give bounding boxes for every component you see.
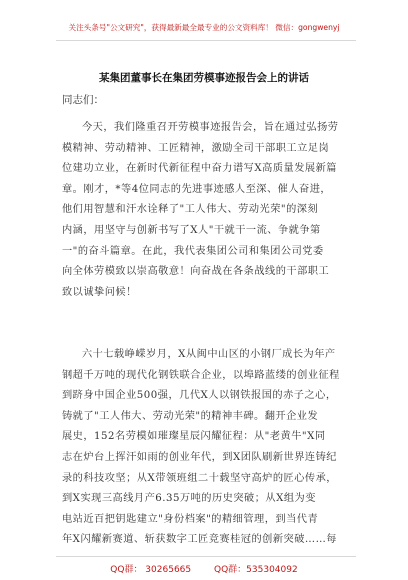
paragraph-line: 模精神、劳动精神、工匠精神，激励全司干部职工立足岗 — [62, 142, 330, 154]
greeting: 同志们： — [62, 94, 104, 106]
paragraph-line: 今天，我们隆重召开劳模事迹报告会，旨在通过弘扬劳 — [82, 122, 339, 133]
paragraph-line: 展史，152名劳模如璀璨星辰闪耀征程：从"老黄牛"X同 — [62, 431, 326, 443]
paragraph-2 — [62, 345, 352, 551]
header-banner: 关注头条号"公文研究"，获得最新最全最专业的公文资料库！ 微信：gongwenyj — [68, 23, 340, 32]
paragraph-line: 致以诚挚问候！ — [62, 286, 137, 298]
paragraph-line: 一"的奋斗篇章。在此，我代表集团公司和集团公司党委 — [62, 245, 324, 257]
document-title: 某集团董事长在集团劳模事迹报告会上的讲话 — [99, 72, 309, 84]
paragraph-line: 六十七载峥嵘岁月，X从闽中山区的小钢厂成长为年产 — [82, 349, 336, 360]
paragraph-line: 年X闪耀新赛道、斩获数字工匠竞赛桂冠的创新突破……每 — [62, 534, 337, 546]
qq-group-1: QQ群： 30265665 — [110, 565, 192, 575]
paragraph-line: 志在炉台上挥汗如雨的创业年代，到X团队刷新世界连铸纪 — [62, 451, 337, 463]
paragraph-line: 位建功立业，在新时代新征程中奋力谱写X高质量发展新篇 — [62, 163, 337, 175]
paragraph-line: 章。刚才，*等4位同志的先进事迹感人至深、催人奋进， — [62, 183, 332, 195]
paragraph-line: 录的科技攻坚；从X带领班组二十载坚守高炉的匠心传承， — [62, 472, 337, 484]
header-divider — [56, 40, 356, 41]
paragraph-line: 铸就了"工人伟大、劳动光荣"的精神丰碑。翻开企业发 — [62, 410, 319, 422]
paragraph-line: 内涵，用坚守与创新书写了X人"干就干一流、争就争第 — [62, 224, 321, 236]
paragraph-line: 电站近百把钥匙建立"身份档案"的精细管理，到当代青 — [62, 513, 319, 525]
paragraph-line: 到跻身中国企业500强，几代X人以钢铁报国的赤子之心， — [62, 390, 337, 402]
paragraph-line: 他们用智慧和汗水诠释了"工人伟大、劳动光荣"的深刻 — [62, 204, 319, 216]
paragraph-line: 向全体劳模致以崇高敬意！向奋战在各条战线的干部职工 — [62, 266, 330, 278]
paragraph-line: 到X实现三高线月产6.35万吨的历史突破；从X组为变 — [62, 493, 316, 505]
qq-group-2: QQ群：535304092 — [214, 565, 298, 575]
paragraph-line: 钢超千万吨的现代化钢铁联合企业，以埠路蓝缕的创业征程 — [62, 369, 340, 381]
footer — [0, 562, 408, 575]
footer-divider — [56, 556, 356, 557]
paragraph-1 — [62, 118, 352, 303]
